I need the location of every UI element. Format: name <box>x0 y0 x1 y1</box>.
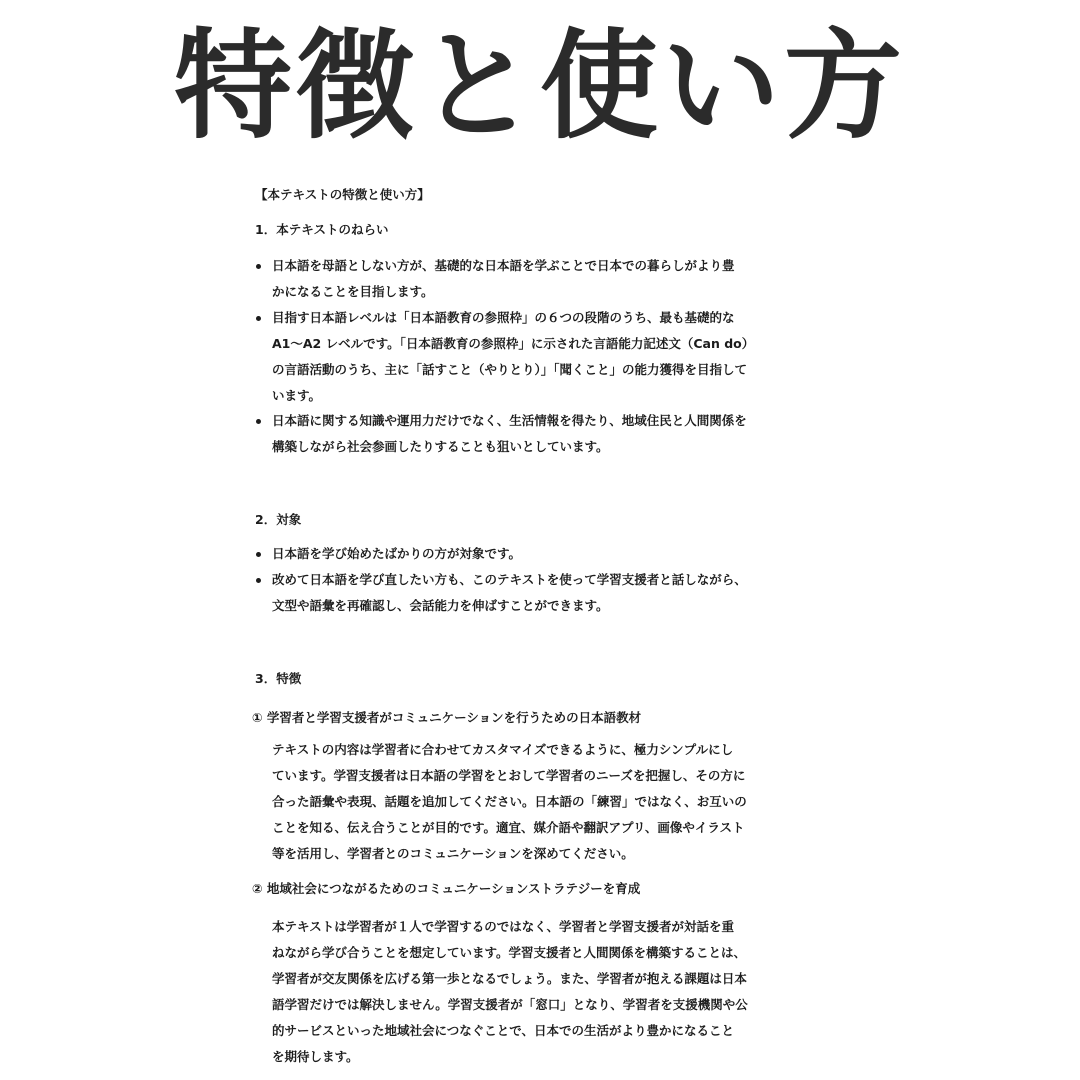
s1-bullet3-line1: 日本語に関する知識や運用力だけでなく、生活情報を得たり、地域住民と人間関係を <box>272 413 747 428</box>
bullet-icon <box>256 552 261 557</box>
bullet-icon <box>256 264 261 269</box>
s1-bullet2-line4: います。 <box>272 388 322 403</box>
s2-bullet2-line2: 文型や語彙を再確認し、会話能力を伸ばすことができます。 <box>272 598 609 613</box>
s3-point1-line3: 合った語彙や表現、話題を追加してください。日本語の「練習」ではなく、お互いの <box>272 794 747 809</box>
s2-bullet2-line1: 改めて日本語を学び直したい方も、このテキストを使って学習支援者と話しながら、 <box>272 572 747 587</box>
s3-point2-line3: 学習者が交友関係を広げる第一歩となるでしょう。また、学習者が抱える課題は日本 <box>272 971 747 986</box>
s3-point2-line5: 的サービスといった地域社会につなぐことで、日本での生活がより豊かになること <box>272 1023 735 1038</box>
page-title: 特徴と使い方 <box>173 17 906 155</box>
s1-bullet1-line1: 日本語を母語としない方が、基礎的な日本語を学ぶことで日本での暮らしがより豊 <box>272 258 735 273</box>
s3-point1-title: ① 学習者と学習支援者がコミュニケーションを行うための日本語教材 <box>252 710 642 725</box>
s3-point2-title: ② 地域社会につながるためのコミュニケーションストラテジーを育成 <box>252 881 641 896</box>
s3-point2-line6: を期待します。 <box>272 1049 359 1064</box>
bullet-icon <box>256 578 261 583</box>
s1-bullet2-line2: A1～A2 レベルです。「日本語教育の参照枠」に示された言語能力記述文（Can do） <box>272 336 755 351</box>
bullet-icon <box>256 419 261 424</box>
s2-bullet1-line1: 日本語を学び始めたばかりの方が対象です。 <box>272 546 522 561</box>
s3-point2-line4: 語学習だけでは解決しません。学習支援者が「窓口」となり、学習者を支援機関や公 <box>272 997 748 1012</box>
s1-bullet2-line1: 目指す日本語レベルは「日本語教育の参照枠」の６つの段階のうち、最も基礎的な <box>272 310 735 325</box>
s1-bullet2-line3: の言語活動のうち、主に「話すこと（やりとり）」「聞くこと」の能力獲得を目指して <box>272 362 748 377</box>
s3-point1-line4: ことを知る、伝え合うことが目的です。適宜、媒介語や翻訳アプリ、画像やイラスト <box>272 820 745 835</box>
s3-point2-line1: 本テキストは学習者が１人で学習するのではなく、学習者と学習支援者が対話を重 <box>272 919 735 934</box>
section-1-heading: 1．本テキストのねらい <box>255 222 389 237</box>
s1-bullet1-line2: かになることを目指します。 <box>272 284 434 299</box>
section-3-heading: 3．特徴 <box>255 671 302 686</box>
s3-point2-line2: ねながら学び合うことを想定しています。学習支援者と人間関係を構築することは、 <box>272 945 747 960</box>
document-header: 【本テキストの特徴と使い方】 <box>255 187 430 202</box>
bullet-icon <box>256 316 261 321</box>
s3-point1-line1: テキストの内容は学習者に合わせてカスタマイズできるように、極力シンプルにし <box>272 742 734 757</box>
s1-bullet3-line2: 構築しながら社会参画したりすることも狙いとしています。 <box>272 439 609 454</box>
section-2-heading: 2．対象 <box>255 512 302 527</box>
s3-point1-line5: 等を活用し、学習者とのコミュニケーションを深めてください。 <box>272 846 634 861</box>
s3-point1-line2: ています。学習支援者は日本語の学習をとおして学習者のニーズを把握し、その方に <box>272 768 746 783</box>
